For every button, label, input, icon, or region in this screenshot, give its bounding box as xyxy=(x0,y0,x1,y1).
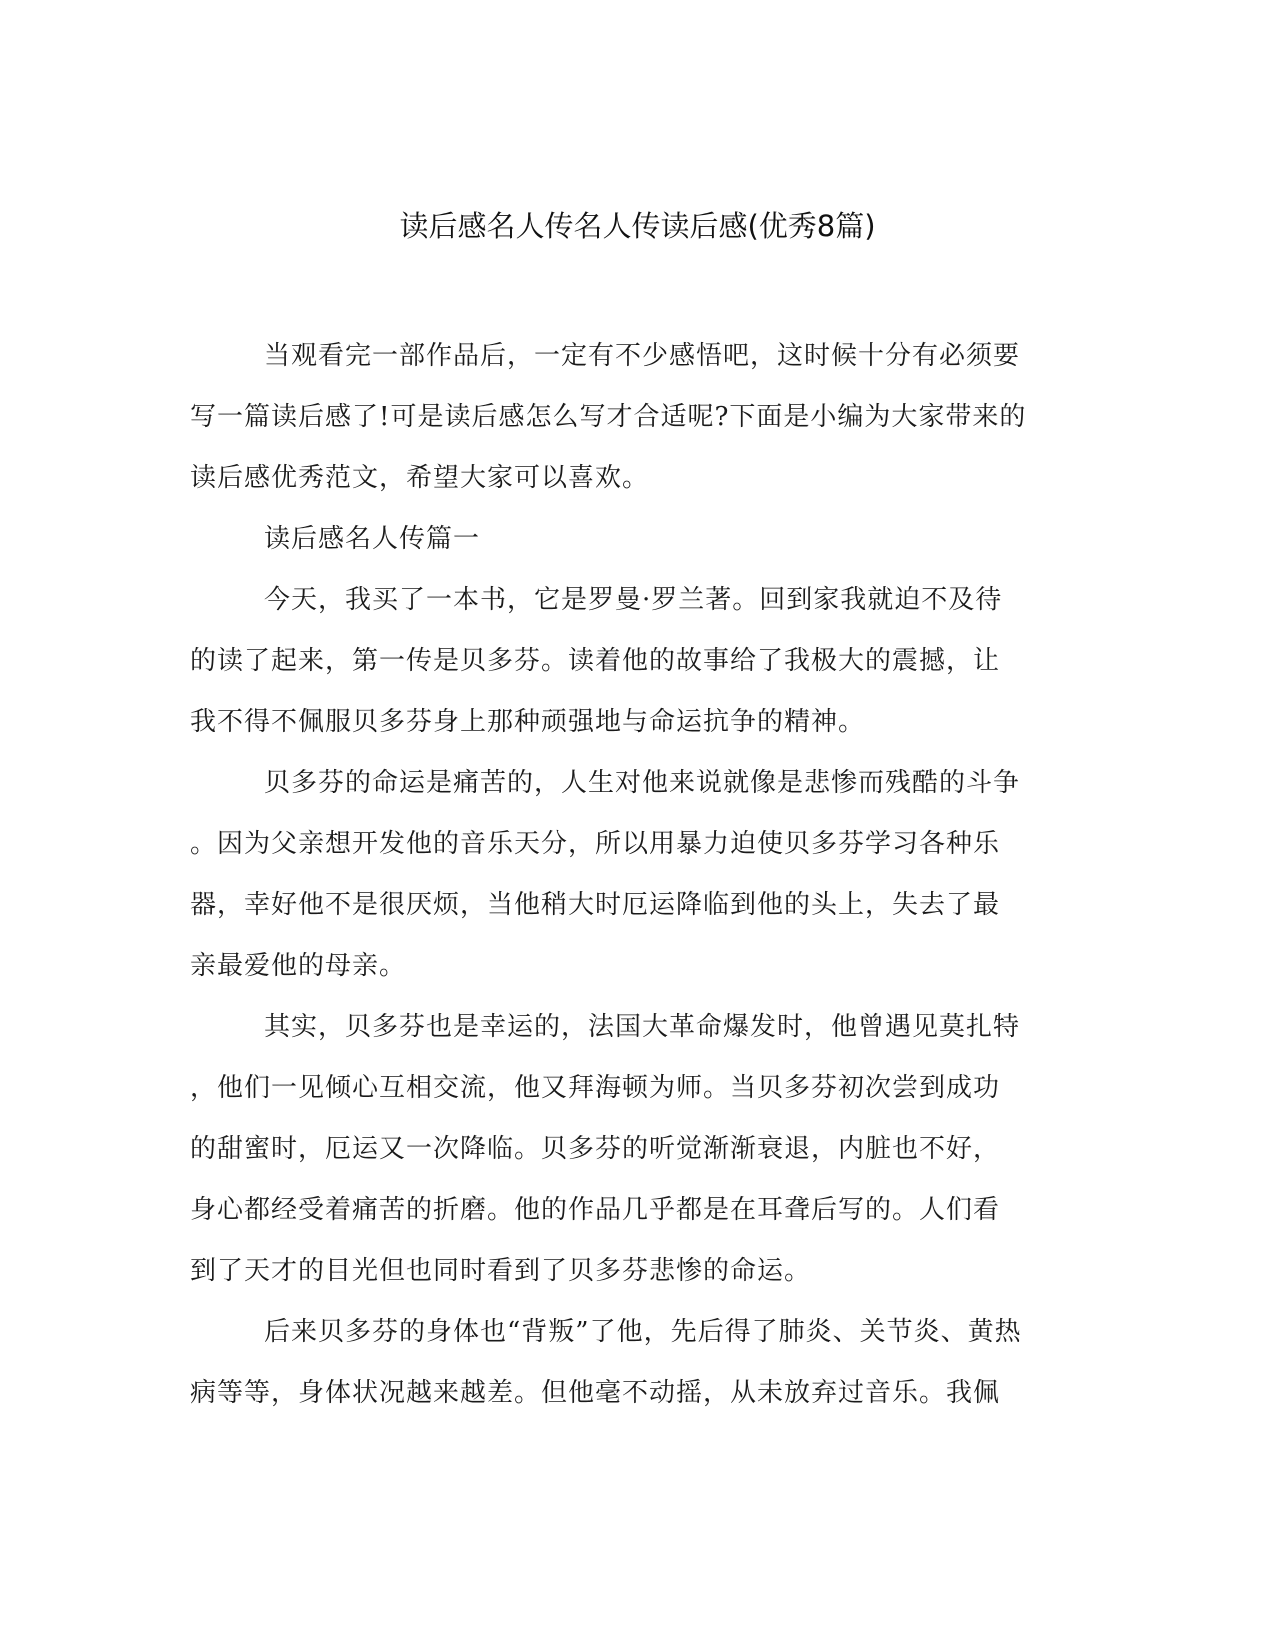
text-line: 。因为父亲想开发他的音乐天分，所以用暴力迫使贝多芬学习各种乐 xyxy=(190,829,1001,859)
document-title: 读后感名人传名人传读后感(优秀8篇) xyxy=(399,209,876,243)
text-line: 后来贝多芬的身体也“背叛”了他，先后得了肺炎、关节炎、黄热 xyxy=(264,1317,1022,1347)
text-line: 贝多芬的命运是痛苦的，人生对他来说就像是悲惨而残酷的斗争 xyxy=(264,768,1021,798)
text-line: 身心都经受着痛苦的折磨。他的作品几乎都是在耳聋后写的。人们看 xyxy=(190,1195,1001,1225)
text-line: 今天，我买了一本书，它是罗曼·罗兰著。回到家我就迫不及待 xyxy=(264,585,1003,615)
document-body xyxy=(190,326,1082,1424)
text-line: 亲最爱他的母亲。 xyxy=(190,951,407,981)
text-line: 到了天才的目光但也同时看到了贝多芬悲惨的命运。 xyxy=(190,1256,812,1286)
text-line: 的甜蜜时，厄运又一次降临。贝多芬的听觉渐渐衰退，内脏也不好， xyxy=(190,1134,1001,1164)
text-line: 我不得不佩服贝多芬身上那种顽强地与命运抗争的精神。 xyxy=(190,707,866,737)
paragraph-intro xyxy=(190,326,1082,509)
section-heading-text: 读后感名人传篇一 xyxy=(264,524,481,554)
text-line: 写一篇读后感了!可是读后感怎么写才合适呢?下面是小编为大家带来的 xyxy=(190,402,1027,432)
paragraph-5 xyxy=(190,1302,1082,1424)
text-line: 病等等，身体状况越来越差。但他毫不动摇，从未放弃过音乐。我佩 xyxy=(190,1378,1001,1408)
text-line: ，他们一见倾心互相交流，他又拜海顿为师。当贝多芬初次尝到成功 xyxy=(190,1073,1001,1103)
text-line: 读后感优秀范文，希望大家可以喜欢。 xyxy=(190,463,650,493)
section-heading xyxy=(190,509,1082,570)
text-line: 其实，贝多芬也是幸运的，法国大革命爆发时，他曾遇见莫扎特 xyxy=(264,1012,1021,1042)
paragraph-3 xyxy=(190,753,1082,997)
paragraph-4 xyxy=(190,997,1082,1302)
text-line: 器，幸好他不是很厌烦，当他稍大时厄运降临到他的头上，失去了最 xyxy=(190,890,1001,920)
text-line: 当观看完一部作品后，一定有不少感悟吧，这时候十分有必须要 xyxy=(264,341,1021,371)
paragraph-2 xyxy=(190,570,1082,753)
text-line: 的读了起来，第一传是贝多芬。读着他的故事给了我极大的震撼，让 xyxy=(190,646,1001,676)
